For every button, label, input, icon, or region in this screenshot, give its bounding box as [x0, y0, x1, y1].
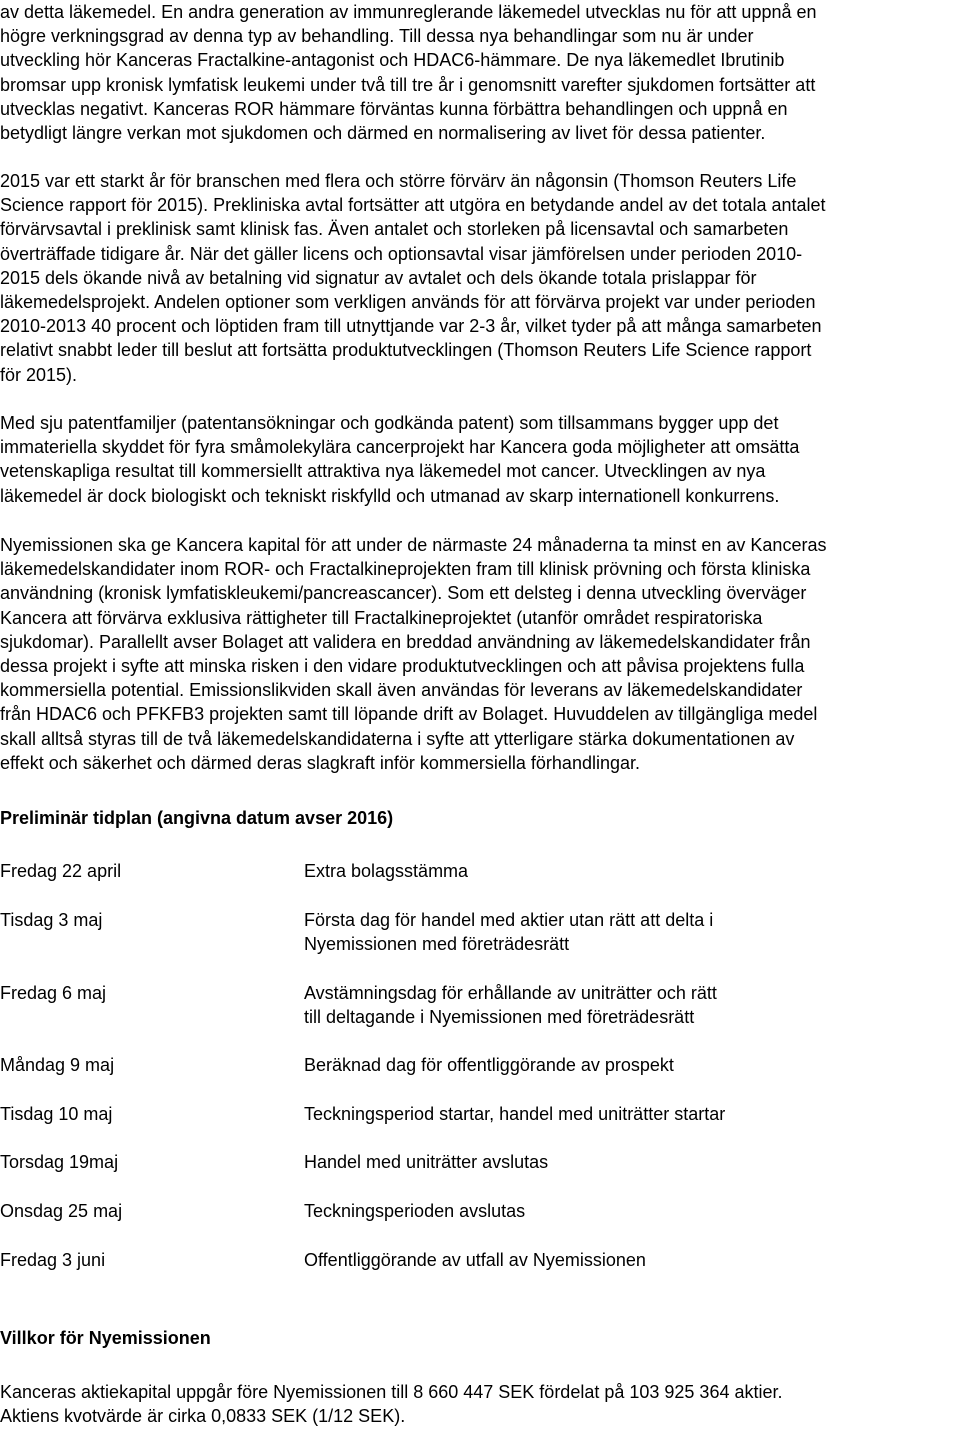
schedule-date: Onsdag 25 maj — [0, 1201, 123, 1221]
text-line: 2015 dels ökande nivå av betalning vid signatur av avtalet och dels ökande totala prislappar för — [0, 267, 757, 288]
text-line: Kanceras aktiekapital uppgår före Nyemissionen till 8 660 447 SEK fördelat på 103 925 364 aktier. — [0, 1382, 783, 1402]
schedule-date: Tisdag 3 maj — [0, 910, 103, 930]
text-line: Teckningsperioden avslutas — [304, 1201, 526, 1221]
text-line: läkemedel är dock biologiskt och tekniskt riskfylld och utmanad av skarp internationell konkurrens. — [0, 485, 780, 506]
text-line: Avstämningsdag för erhållande av uniträtter och rätt — [304, 983, 717, 1003]
schedule-event — [304, 1102, 864, 1126]
schedule-event — [304, 1150, 864, 1174]
paragraph-patents — [0, 411, 956, 508]
schedule-heading: Preliminär tidplan (angivna datum avser 2016) — [0, 808, 394, 828]
terms-heading: Villkor för Nyemissionen — [0, 1328, 211, 1348]
text-line: utveckling hör Kanceras Fractalkine-antagonist och HDAC6-hämmare. De nya läkemedlet Ibrutinib — [0, 50, 785, 71]
text-line: förvärvsavtal i preklinisk samt klinisk fas. Även antalet och storleken på licensavtal och samarbeten — [0, 219, 789, 240]
text-line: av detta läkemedel. En andra generation av immunreglerande läkemedel utvecklas nu för att uppnå en — [0, 2, 817, 22]
text-line: 2015 var ett starkt år för branschen med flera och större förvärv än någonsin (Thomson Reuters Life — [0, 171, 797, 191]
text-line: immateriella skyddet för fyra småmolekylära cancerprojekt har Kancera goda möjligheter att omsätta — [0, 437, 800, 458]
text-line: Första dag för handel med aktier utan rätt att delta i — [304, 910, 714, 930]
text-line: Aktiens kvotvärde är cirka 0,0833 SEK (1/12 SEK). — [0, 1406, 406, 1427]
schedule-date: Fredag 22 april — [0, 861, 122, 881]
text-line: läkemedelskandidater inom ROR- och Fractalkineprojekten fram till klinisk prövning och första kliniska — [0, 559, 811, 580]
text-line: bromsar upp kronisk lymfatisk leukemi under två till tre år i genomsnitt varefter sjukdomen fortsätter att — [0, 74, 816, 95]
text-line: skall alltså styras till de två läkemedelskandidaterna i syfte att ytterligare stärka dokumentationen av — [0, 728, 795, 749]
text-line: kommersiella potential. Emissionslikviden skall även användas för leverans av läkemedelskandidater — [0, 680, 803, 701]
text-line: Nyemissionen ska ge Kancera kapital för att under de närmaste 24 månaderna ta minst en av Kanceras — [0, 535, 827, 555]
text-line: Handel med uniträtter avslutas — [304, 1152, 549, 1172]
text-line: relativt snabbt leder till beslut att fortsätta produktutvecklingen (Thomson Reuters Life Science rapport — [0, 340, 812, 361]
text-line: från HDAC6 och PFKFB3 projekten samt till löpande drift av Bolaget. Huvuddelen av tillgängliga medel — [0, 704, 818, 725]
text-line: utvecklas negativt. Kanceras ROR hämmare förväntas kunna förbättra behandlingen och uppnå en — [0, 98, 788, 119]
text-line: vetenskapliga resultat till kommersiellt attraktiva nya läkemedel mot cancer. Utvecklingen av nya — [0, 461, 766, 482]
text-line: effekt och säkerhet och därmed deras slagkraft inför kommersiella förhandlingar. — [0, 752, 640, 773]
text-line: Science rapport för 2015). Prekliniska avtal fortsätter att utgöra en betydande andel av det totala antalet — [0, 195, 826, 216]
text-line: dessa projekt i syfte att minska risken i den vidare produktutvecklingen och att påvisa projektens fulla — [0, 656, 805, 677]
text-line: 2010-2013 40 procent och löptiden fram till utnyttjande var 2-3 år, vilket tyder på att många samarbeten — [0, 316, 822, 337]
text-line: Extra bolagsstämma — [304, 861, 469, 881]
text-line: betydligt längre verkan mot sjukdomen och därmed en normalisering av livet för dessa patienter. — [0, 123, 766, 144]
text-line: Kancera att förvärva exklusiva rättigheter till Fractalkineprojektet (utanför området respiratoriska — [0, 607, 763, 628]
schedule-date: Torsdag 19maj — [0, 1152, 119, 1172]
schedule-event — [304, 1053, 864, 1077]
text-line: för 2015). — [0, 364, 78, 385]
text-line: läkemedelsprojekt. Andelen optioner som verkligen används för att förvärva projekt var under perioden — [0, 292, 816, 313]
paragraph-industry-2015 — [0, 169, 956, 387]
text-line: Teckningsperiod startar, handel med uniträtter startar — [304, 1104, 726, 1124]
schedule-date: Måndag 9 maj — [0, 1055, 115, 1075]
text-line: användning (kronisk lymfatiskleukemi/pancreascancer). Som ett delsteg i denna utveckling överväger — [0, 583, 807, 604]
schedule-date: Tisdag 10 maj — [0, 1104, 113, 1124]
text-line: till deltagande i Nyemissionen med företrädesrätt — [304, 1007, 695, 1028]
paragraph-new-issue — [0, 533, 956, 775]
schedule-date: Fredag 6 maj — [0, 983, 107, 1003]
paragraph-terms — [0, 1380, 956, 1428]
schedule-event — [304, 1199, 864, 1223]
text-line: sjukdomar). Parallellt avser Bolaget att validera en breddad användning av läkemedelskandidater från — [0, 631, 811, 652]
text-line: Med sju patentfamiljer (patentansökningar och godkända patent) som tillsammans bygger upp det — [0, 413, 779, 433]
text-line: högre verkningsgrad av denna typ av behandling. Till dessa nya behandlingar som nu är under — [0, 26, 754, 47]
schedule-event — [304, 859, 864, 883]
text-line: Beräknad dag för offentliggörande av prospekt — [304, 1055, 674, 1075]
schedule-event — [304, 1248, 864, 1272]
text-line: Offentliggörande av utfall av Nyemissionen — [304, 1250, 646, 1270]
text-line: överträffade tidigare år. När det gäller licens och optionsavtal visar jämförelsen under perioden 2010- — [0, 243, 803, 264]
paragraph-immunotherapy — [0, 0, 956, 145]
schedule-event — [304, 981, 864, 1029]
schedule-event — [304, 908, 864, 956]
text-line: Nyemissionen med företrädesrätt — [304, 934, 570, 955]
schedule-date: Fredag 3 juni — [0, 1250, 106, 1270]
